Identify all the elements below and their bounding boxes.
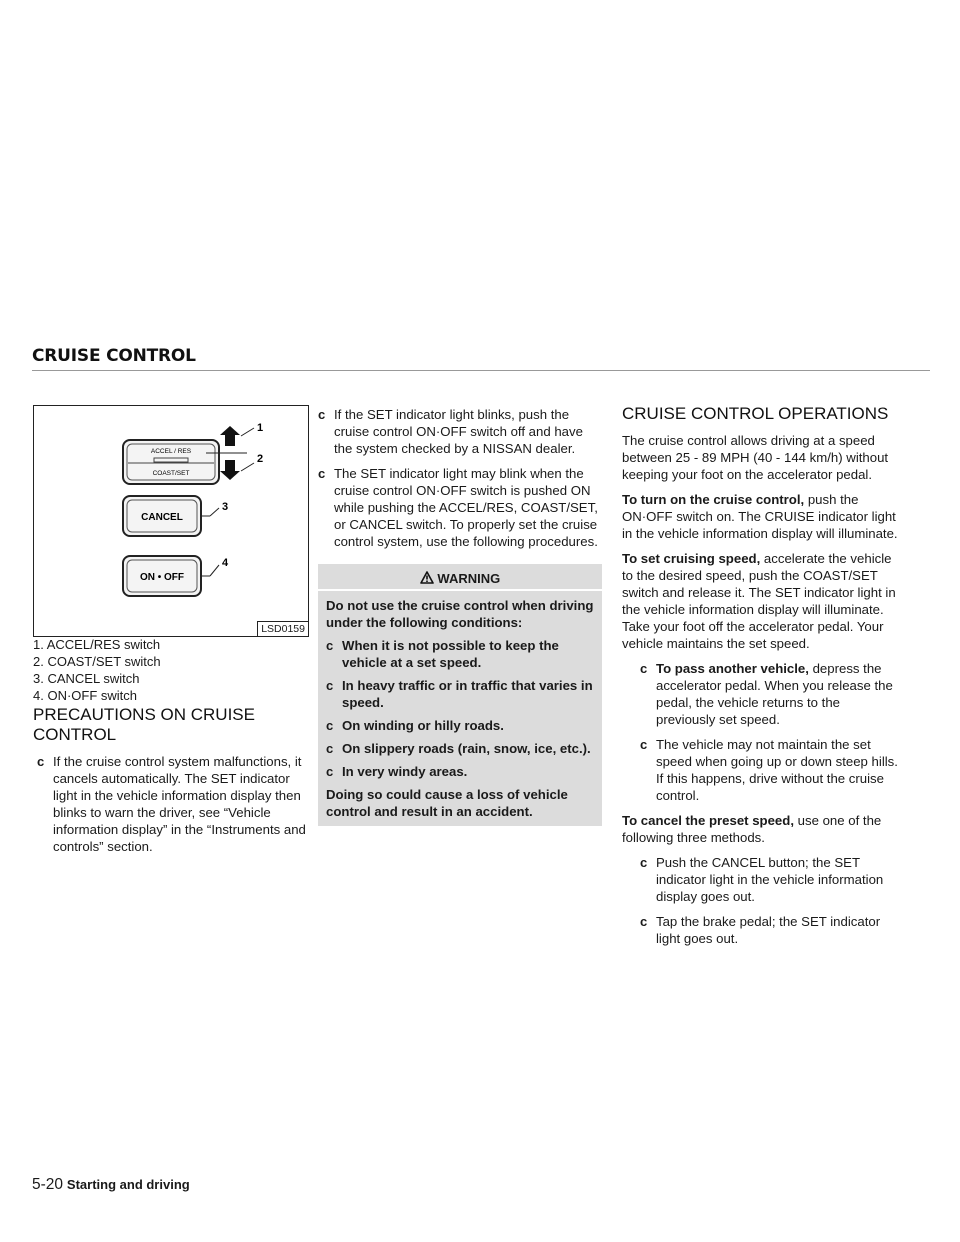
precaution-text: If the cruise control system malfunctions, it cancels automatically. The SET indicator light in the vehicle information display then blinks to warn the driver, see “Vehicle information display” in the “Instruments and controls” section. [53, 754, 306, 854]
warning-item-text: When it is not possible to keep the vehicle at a set speed. [342, 638, 559, 670]
turn-on-text: push the ON·OFF switch on. The CRUISE indicator light in the vehicle information display will illuminate. [622, 492, 898, 541]
operations-intro: The cruise control allows driving at a speed between 25 - 89 MPH (40 - 144 km/h) without keeping your foot on the accelerator pedal. [622, 433, 889, 482]
set-speed-paragraph [622, 550, 902, 652]
cruise-switch-diagram [33, 405, 309, 637]
warning-item-text: In very windy areas. [342, 764, 468, 779]
arrow-up-icon [220, 426, 240, 446]
pass-vehicle-item [640, 660, 902, 728]
cancel-method-text: Push the CANCEL button; the SET indicator light in the vehicle information display goes out. [656, 855, 884, 904]
warning-item [326, 677, 594, 711]
precaution-text: The SET indicator light may blink when the cruise control ON·OFF switch is pushed ON while pushing the ACCEL/RES, COAST/SET, or CANCEL switch. To properly set the cruise control system, use the following procedures. [334, 466, 598, 549]
warning-outro: Doing so could cause a loss of vehicle control and result in an accident. [326, 787, 568, 819]
turn-on-paragraph [622, 491, 902, 542]
cancel-label: CANCEL [141, 512, 183, 523]
legend-item: 1. ACCEL/RES switch [33, 637, 161, 652]
chapter-title: Starting and driving [66, 1177, 190, 1192]
precaution-item [37, 753, 307, 855]
pass-vehicle-lead: To pass another vehicle, [656, 661, 809, 676]
precaution-item [318, 406, 602, 457]
warning-item [326, 740, 594, 757]
switch-illustration [34, 406, 308, 636]
cancel-text: use one of the following three methods. [622, 813, 882, 845]
pass-vehicle-text: depress the accelerator pedal. When you release the pedal, the vehicle returns to the previously set speed. [656, 661, 893, 727]
column-right [622, 404, 902, 955]
cancel-paragraph [622, 812, 902, 846]
warning-header [318, 564, 602, 591]
warning-title: WARNING [437, 571, 501, 586]
cancel-lead: To cancel the preset speed, [622, 813, 794, 828]
warning-item-text: On winding or hilly roads. [342, 718, 504, 733]
warning-item-text: In heavy traffic or in traffic that varies in speed. [342, 678, 593, 710]
warning-triangle-icon [420, 571, 434, 584]
cancel-method-item [640, 913, 902, 947]
figure-legend [33, 636, 307, 704]
warning-box [318, 564, 602, 826]
set-speed-text: accelerate the vehicle to the desired speed, push the COAST/SET switch and release it. The SET indicator light in the vehicle information display will illuminate. Take your foot off the accelerator pedal. Your vehicle maintains the set speed. [622, 551, 896, 651]
warning-item [326, 763, 594, 780]
cancel-method-item [640, 854, 902, 905]
callout-4: 4 [222, 557, 229, 569]
callout-3: 3 [222, 501, 229, 513]
on-off-label: ON • OFF [139, 572, 185, 583]
precautions-heading: PRECAUTIONS ON CRUISE CONTROL [33, 705, 255, 744]
warning-item [326, 717, 594, 734]
legend-item: 4. ON·OFF switch [33, 688, 138, 703]
accel-res-label: ACCEL / RES [150, 448, 192, 455]
section-title: CRUISE CONTROL [32, 346, 196, 366]
set-speed-lead: To set cruising speed, [622, 551, 761, 566]
warning-item [326, 637, 594, 671]
warning-item-text: On slippery roads (rain, snow, ice, etc.). [342, 741, 591, 756]
callout-2: 2 [257, 453, 264, 465]
precaution-item [318, 465, 602, 550]
coast-set-label: COAST/SET [152, 470, 190, 477]
column-middle [318, 406, 602, 826]
legend-item: 2. COAST/SET switch [33, 654, 161, 669]
figure-id: LSD0159 [257, 621, 308, 636]
hills-item [640, 736, 902, 804]
legend-item: 3. CANCEL switch [33, 671, 140, 686]
callout-1: 1 [257, 422, 264, 434]
arrow-down-icon [220, 460, 240, 480]
hills-text: The vehicle may not maintain the set speed when going up or down steep hills. If this happens, drive without the cruise control. [656, 737, 898, 803]
page-number: 5-20 [32, 1176, 64, 1193]
page-footer [32, 1176, 190, 1194]
precaution-text: If the SET indicator light blinks, push the cruise control ON·OFF switch off and have the system checked by a NISSAN dealer. [334, 407, 583, 456]
precautions-section [33, 705, 307, 863]
section-divider [32, 370, 930, 371]
operations-heading: CRUISE CONTROL OPERATIONS [622, 404, 889, 423]
turn-on-lead: To turn on the cruise control, [622, 492, 805, 507]
cancel-method-text: Tap the brake pedal; the SET indicator light goes out. [656, 914, 881, 946]
warning-intro: Do not use the cruise control when driving under the following conditions: [326, 598, 594, 630]
